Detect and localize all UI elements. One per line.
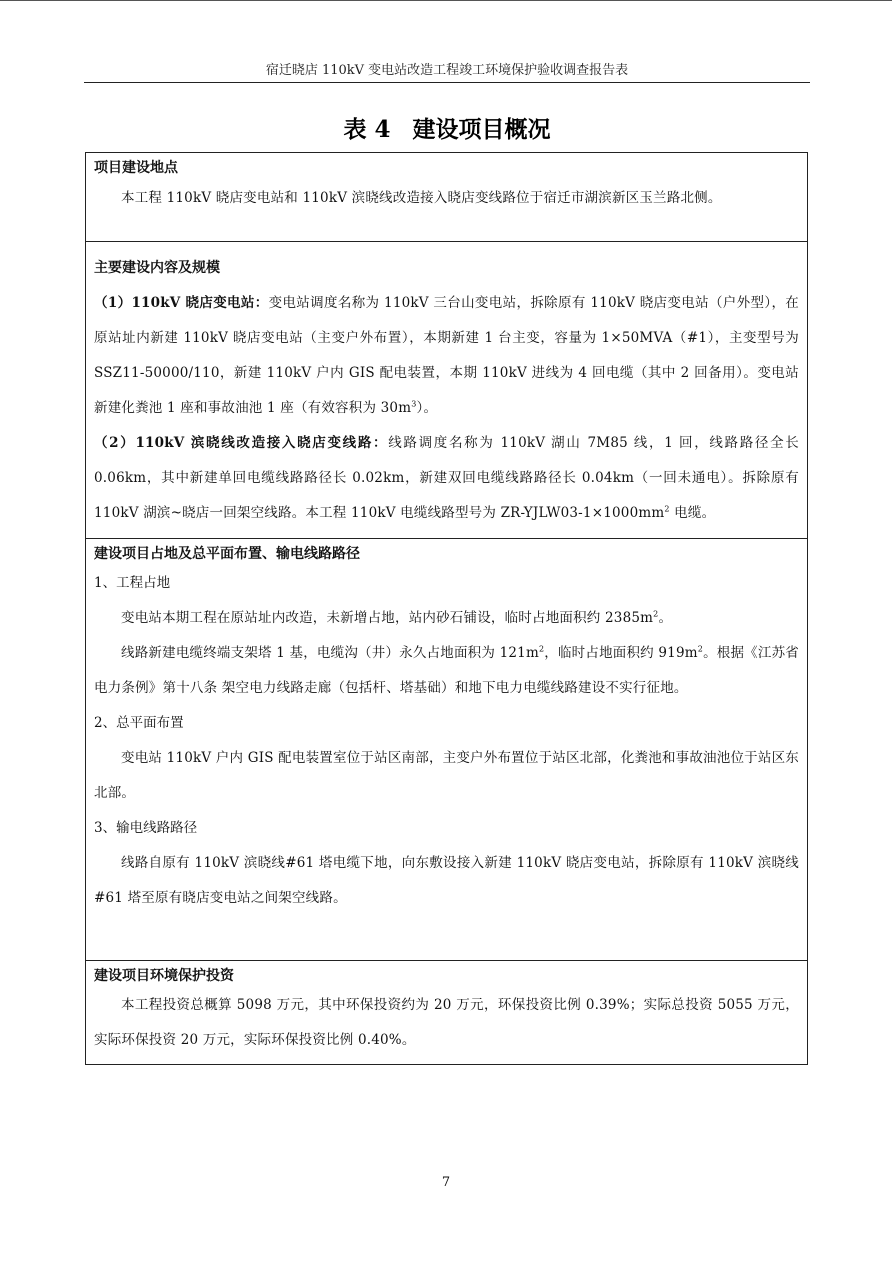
section-heading: 主要建设内容及规模 [94, 260, 220, 276]
project-overview-table [85, 152, 808, 1065]
text: 变电站本期工程在原站址内改造，未新增占地，站内砂石铺设，临时占地面积约 2385m [121, 610, 654, 626]
superscript: 3 [411, 399, 417, 409]
section-environmental-investment [86, 960, 807, 1064]
land-use-line-paragraph [94, 636, 799, 706]
table-number: 表 4 [343, 116, 391, 143]
subheading-route: 3、输电线路路径 [94, 820, 198, 836]
subheading-layout: 2、总平面布置 [94, 715, 184, 731]
scope-item-substation [94, 286, 799, 426]
page-number: 7 [441, 1175, 451, 1190]
text: 线路新建电缆终端支架塔 1 基，电缆沟（井）永久占地面积为 121m [121, 645, 539, 661]
item-text-end: ）。 [416, 400, 438, 416]
superscript: 2 [697, 644, 704, 654]
scope-item-line [94, 426, 799, 531]
subheading-land-use: 1、工程占地 [94, 575, 171, 591]
item-text: 线路调度名称为 110kV 湖山 7M85 线，1 回，线路路径全长 0.06km，其中新建单回电缆线路路径长 0.02km，新建双回电缆线路路径长 0.04km（一回未通电）。拆除原有 110kV 湖滨~晓店一回架空线路。本工程 110kV 电缆线路型号为 ZR-YJLW03-1×1000mm [94, 435, 799, 521]
document-title [84, 113, 810, 147]
page-top-border [0, 0, 892, 1]
section-construction-scope [86, 241, 807, 538]
item-title: （2）110kV 滨晓线改造接入晓店变线路： [94, 435, 389, 451]
text: ，临时占地面积约 919m [544, 645, 698, 661]
running-header: 宿迁晓店 110kV 变电站改造工程竣工环境保护验收调查报告表 [265, 63, 629, 78]
route-paragraph: 线路自原有 110kV 滨晓线#61 塔电缆下地，向东敷设接入新建 110kV 晓店变电站，拆除原有 110kV 滨晓线#61 塔至原有晓店变电站之间架空线路。 [94, 855, 799, 906]
land-use-substation-paragraph [94, 601, 799, 636]
item-text-end: 电缆。 [669, 505, 716, 521]
section-land-layout-route [86, 538, 807, 960]
superscript: 2 [653, 609, 659, 619]
text: 。 [658, 610, 673, 626]
section-project-location [86, 153, 807, 241]
section-heading: 建设项目环境保护投资 [94, 968, 234, 984]
superscript: 2 [538, 644, 545, 654]
location-paragraph: 本工程 110kV 晓店变电站和 110kV 滨晓线改造接入晓店变线路位于宿迁市湖滨新区玉兰路北侧。 [121, 190, 722, 206]
item-title: （1）110kV 晓店变电站： [94, 295, 269, 311]
header-divider [84, 82, 810, 83]
investment-paragraph: 本工程投资总概算 5098 万元，其中环保投资约为 20 万元，环保投资比例 0.39%；实际总投资 5055 万元，实际环保投资 20 万元，实际环保投资比例 0.40%。 [94, 997, 799, 1048]
superscript: 2 [664, 504, 670, 514]
item-text: 变电站调度名称为 110kV 三台山变电站，拆除原有 110kV 晓店变电站（户外型），在原站址内新建 110kV 晓店变电站（主变户外布置），本期新建 1 台主变，容量为 1×50MVA（#1），主变型号为 SSZ11-50000/110，新建 110kV 户内 GIS 配电装置，本期 110kV 进线为 4 回电缆（其中 2 回备用）。变电站新建化粪池 1 座和事故油池 1 座（有效容积为 30m [94, 295, 800, 416]
section-heading: 建设项目占地及总平面布置、输电线路路径 [94, 546, 360, 562]
layout-paragraph: 变电站 110kV 户内 GIS 配电装置室位于站区南部，主变户外布置位于站区北部，化粪池和事故油池位于站区东北部。 [94, 750, 799, 801]
table-title-text: 建设项目概况 [412, 116, 551, 143]
section-heading: 项目建设地点 [94, 160, 178, 176]
text: 。根据《江苏省电力条例》第十八条 架空电力线路走廊（包括杆、塔基础）和地下电力电缆线路建设不实行征地。 [94, 645, 799, 696]
